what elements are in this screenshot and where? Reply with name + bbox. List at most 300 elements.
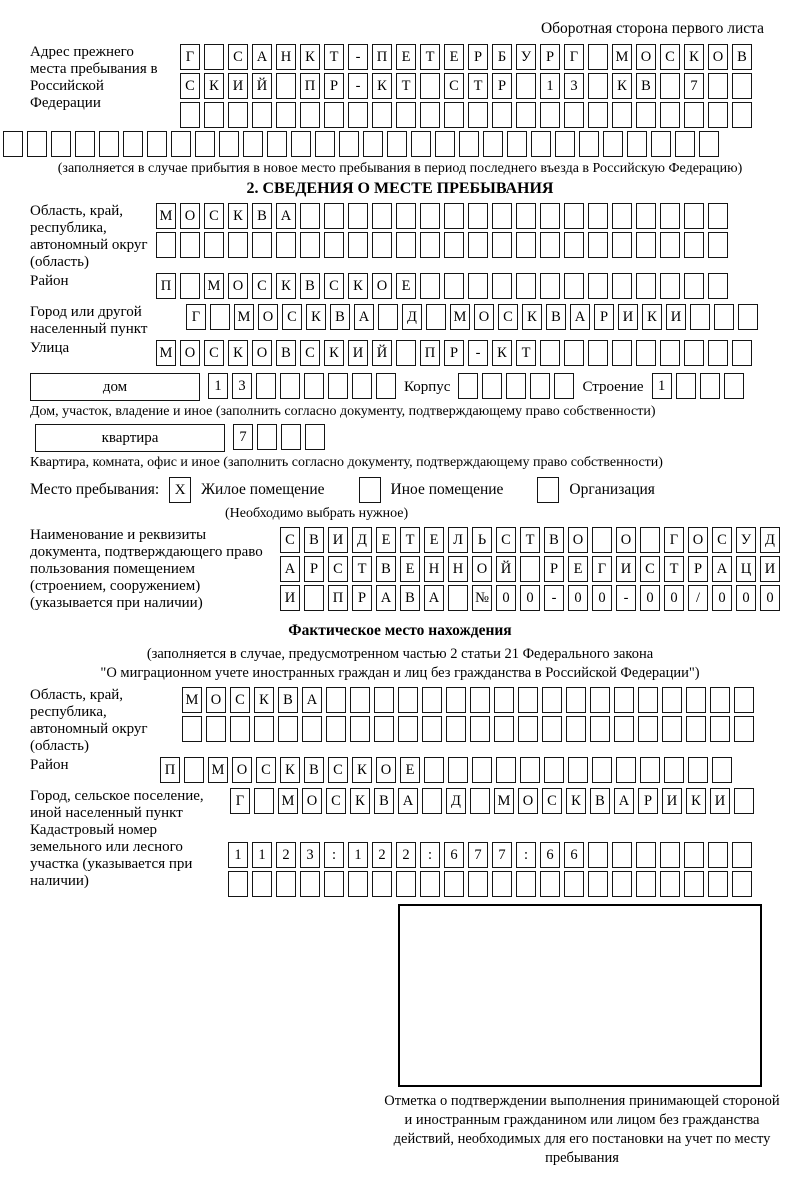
char-box[interactable]: Й bbox=[252, 73, 272, 99]
char-box[interactable]: Е bbox=[396, 273, 416, 299]
char-box[interactable]: В bbox=[278, 687, 298, 713]
char-box[interactable] bbox=[276, 232, 296, 258]
char-box[interactable] bbox=[350, 687, 370, 713]
char-box[interactable]: Р bbox=[492, 73, 512, 99]
char-box[interactable] bbox=[75, 131, 95, 157]
char-box[interactable]: С bbox=[496, 527, 516, 553]
char-box[interactable]: Е bbox=[444, 44, 464, 70]
char-box[interactable]: В bbox=[276, 340, 296, 366]
char-box[interactable] bbox=[531, 131, 551, 157]
char-box[interactable]: К bbox=[204, 73, 224, 99]
char-box[interactable]: В bbox=[300, 273, 320, 299]
char-box[interactable] bbox=[348, 203, 368, 229]
char-box[interactable] bbox=[675, 131, 695, 157]
char-box[interactable]: А bbox=[354, 304, 374, 330]
char-box[interactable] bbox=[243, 131, 263, 157]
char-box[interactable] bbox=[516, 73, 536, 99]
char-box[interactable] bbox=[496, 757, 516, 783]
char-box[interactable]: П bbox=[328, 585, 348, 611]
char-box[interactable] bbox=[612, 102, 632, 128]
char-box[interactable] bbox=[710, 687, 730, 713]
char-box[interactable]: В bbox=[330, 304, 350, 330]
char-box[interactable]: Е bbox=[400, 556, 420, 582]
char-box[interactable]: А bbox=[376, 585, 396, 611]
char-box[interactable]: М bbox=[182, 687, 202, 713]
char-box[interactable] bbox=[592, 527, 612, 553]
char-box[interactable]: 0 bbox=[736, 585, 756, 611]
char-box[interactable]: К bbox=[686, 788, 706, 814]
char-box[interactable]: Й bbox=[496, 556, 516, 582]
char-box[interactable]: 3 bbox=[232, 373, 252, 399]
char-box[interactable] bbox=[468, 203, 488, 229]
char-box[interactable] bbox=[254, 788, 274, 814]
char-box[interactable]: П bbox=[160, 757, 180, 783]
char-box[interactable] bbox=[588, 73, 608, 99]
char-box[interactable] bbox=[3, 131, 23, 157]
char-box[interactable]: С bbox=[204, 340, 224, 366]
char-box[interactable] bbox=[219, 131, 239, 157]
char-box[interactable] bbox=[732, 73, 752, 99]
char-box[interactable]: К bbox=[276, 273, 296, 299]
char-box[interactable] bbox=[684, 203, 704, 229]
char-box[interactable]: 0 bbox=[496, 585, 516, 611]
char-box[interactable] bbox=[470, 687, 490, 713]
char-box[interactable] bbox=[99, 131, 119, 157]
char-box[interactable]: С bbox=[498, 304, 518, 330]
char-box[interactable] bbox=[518, 716, 538, 742]
char-box[interactable] bbox=[448, 585, 468, 611]
char-box[interactable]: О bbox=[472, 556, 492, 582]
char-box[interactable]: 1 bbox=[348, 842, 368, 868]
char-box[interactable] bbox=[732, 871, 752, 897]
char-box[interactable] bbox=[616, 757, 636, 783]
char-box[interactable] bbox=[686, 716, 706, 742]
char-box[interactable] bbox=[278, 716, 298, 742]
char-box[interactable]: Е bbox=[424, 527, 444, 553]
char-box[interactable] bbox=[422, 687, 442, 713]
char-box[interactable]: А bbox=[614, 788, 634, 814]
char-box[interactable]: О bbox=[636, 44, 656, 70]
char-box[interactable] bbox=[612, 273, 632, 299]
char-box[interactable] bbox=[147, 131, 167, 157]
char-box[interactable]: 1 bbox=[208, 373, 228, 399]
char-box[interactable] bbox=[281, 424, 301, 450]
char-box[interactable]: 0 bbox=[712, 585, 732, 611]
char-box[interactable] bbox=[588, 232, 608, 258]
char-box[interactable] bbox=[182, 716, 202, 742]
char-box[interactable] bbox=[734, 716, 754, 742]
char-box[interactable]: Г bbox=[592, 556, 612, 582]
char-box[interactable] bbox=[614, 716, 634, 742]
char-box[interactable] bbox=[520, 757, 540, 783]
char-box[interactable]: О bbox=[518, 788, 538, 814]
char-box[interactable] bbox=[420, 871, 440, 897]
char-box[interactable] bbox=[444, 102, 464, 128]
char-box[interactable] bbox=[315, 131, 335, 157]
char-box[interactable] bbox=[660, 73, 680, 99]
char-box[interactable] bbox=[588, 871, 608, 897]
char-box[interactable] bbox=[276, 102, 296, 128]
char-box[interactable]: Д bbox=[760, 527, 780, 553]
char-box[interactable] bbox=[470, 788, 490, 814]
char-box[interactable]: О bbox=[688, 527, 708, 553]
char-box[interactable] bbox=[564, 273, 584, 299]
char-box[interactable]: У bbox=[736, 527, 756, 553]
char-box[interactable] bbox=[180, 232, 200, 258]
char-box[interactable] bbox=[684, 340, 704, 366]
char-box[interactable]: О bbox=[206, 687, 226, 713]
char-box[interactable] bbox=[280, 373, 300, 399]
char-box[interactable]: 6 bbox=[540, 842, 560, 868]
char-box[interactable] bbox=[542, 687, 562, 713]
char-box[interactable]: С bbox=[280, 527, 300, 553]
char-box[interactable] bbox=[420, 273, 440, 299]
char-box[interactable]: Е bbox=[396, 44, 416, 70]
char-box[interactable] bbox=[708, 842, 728, 868]
char-box[interactable]: 0 bbox=[640, 585, 660, 611]
char-box[interactable] bbox=[708, 73, 728, 99]
char-box[interactable] bbox=[300, 102, 320, 128]
char-box[interactable]: М bbox=[612, 44, 632, 70]
char-box[interactable] bbox=[660, 232, 680, 258]
char-box[interactable]: И bbox=[618, 304, 638, 330]
char-box[interactable] bbox=[350, 716, 370, 742]
char-box[interactable] bbox=[660, 871, 680, 897]
char-box[interactable]: С bbox=[204, 203, 224, 229]
char-box[interactable]: С bbox=[252, 273, 272, 299]
char-box[interactable] bbox=[660, 340, 680, 366]
char-box[interactable]: К bbox=[228, 203, 248, 229]
char-box[interactable]: Е bbox=[400, 757, 420, 783]
char-box[interactable]: Г bbox=[186, 304, 206, 330]
char-box[interactable] bbox=[636, 871, 656, 897]
char-box[interactable]: И bbox=[228, 73, 248, 99]
char-box[interactable]: Е bbox=[568, 556, 588, 582]
char-box[interactable]: О bbox=[258, 304, 278, 330]
char-box[interactable] bbox=[540, 102, 560, 128]
char-box[interactable] bbox=[363, 131, 383, 157]
char-box[interactable]: 3 bbox=[564, 73, 584, 99]
char-box[interactable]: М bbox=[204, 273, 224, 299]
char-box[interactable]: А bbox=[252, 44, 272, 70]
char-box[interactable] bbox=[699, 131, 719, 157]
char-box[interactable] bbox=[184, 757, 204, 783]
char-box[interactable] bbox=[640, 757, 660, 783]
char-box[interactable] bbox=[420, 73, 440, 99]
char-box[interactable] bbox=[651, 131, 671, 157]
char-box[interactable] bbox=[554, 373, 574, 399]
char-box[interactable]: : bbox=[420, 842, 440, 868]
char-box[interactable]: Т bbox=[400, 527, 420, 553]
char-box[interactable]: 2 bbox=[276, 842, 296, 868]
char-box[interactable] bbox=[662, 687, 682, 713]
char-box[interactable] bbox=[398, 687, 418, 713]
char-box[interactable] bbox=[492, 273, 512, 299]
char-box[interactable]: П bbox=[420, 340, 440, 366]
char-box[interactable] bbox=[636, 232, 656, 258]
char-box[interactable]: С bbox=[324, 273, 344, 299]
char-box[interactable]: Р bbox=[688, 556, 708, 582]
char-box[interactable]: М bbox=[208, 757, 228, 783]
char-box[interactable]: 1 bbox=[228, 842, 248, 868]
char-box[interactable] bbox=[180, 273, 200, 299]
char-box[interactable] bbox=[257, 424, 277, 450]
char-box[interactable]: К bbox=[522, 304, 542, 330]
char-box[interactable] bbox=[324, 232, 344, 258]
char-box[interactable] bbox=[700, 373, 720, 399]
char-box[interactable] bbox=[724, 373, 744, 399]
char-box[interactable] bbox=[588, 842, 608, 868]
char-box[interactable] bbox=[444, 232, 464, 258]
char-box[interactable] bbox=[446, 687, 466, 713]
char-box[interactable] bbox=[684, 232, 704, 258]
char-box[interactable] bbox=[516, 232, 536, 258]
char-box[interactable]: - bbox=[616, 585, 636, 611]
char-box[interactable]: 7 bbox=[684, 73, 704, 99]
char-box[interactable]: С bbox=[300, 340, 320, 366]
char-box[interactable] bbox=[267, 131, 287, 157]
char-box[interactable]: В bbox=[304, 527, 324, 553]
char-box[interactable]: К bbox=[492, 340, 512, 366]
char-box[interactable] bbox=[470, 716, 490, 742]
char-box[interactable] bbox=[636, 842, 656, 868]
char-box[interactable]: С bbox=[230, 687, 250, 713]
char-box[interactable]: В bbox=[544, 527, 564, 553]
char-box[interactable] bbox=[468, 871, 488, 897]
char-box[interactable]: С bbox=[228, 44, 248, 70]
char-box[interactable] bbox=[507, 131, 527, 157]
char-box[interactable] bbox=[398, 716, 418, 742]
char-box[interactable]: К bbox=[300, 44, 320, 70]
char-box[interactable]: О bbox=[302, 788, 322, 814]
char-box[interactable] bbox=[640, 527, 660, 553]
char-box[interactable] bbox=[732, 340, 752, 366]
char-box[interactable]: К bbox=[228, 340, 248, 366]
char-box[interactable] bbox=[520, 556, 540, 582]
char-box[interactable]: О bbox=[232, 757, 252, 783]
char-box[interactable] bbox=[300, 871, 320, 897]
char-box[interactable] bbox=[252, 232, 272, 258]
char-box[interactable]: Д bbox=[402, 304, 422, 330]
char-box[interactable]: : bbox=[324, 842, 344, 868]
char-box[interactable]: Ц bbox=[736, 556, 756, 582]
char-box[interactable] bbox=[676, 373, 696, 399]
char-box[interactable] bbox=[708, 102, 728, 128]
char-box[interactable]: О bbox=[372, 273, 392, 299]
char-box[interactable]: 0 bbox=[664, 585, 684, 611]
char-box[interactable] bbox=[612, 871, 632, 897]
char-box[interactable]: Р bbox=[304, 556, 324, 582]
char-box[interactable]: И bbox=[760, 556, 780, 582]
char-box[interactable] bbox=[374, 687, 394, 713]
char-box[interactable] bbox=[180, 102, 200, 128]
char-box[interactable] bbox=[123, 131, 143, 157]
char-box[interactable] bbox=[638, 716, 658, 742]
char-box[interactable] bbox=[228, 232, 248, 258]
char-box[interactable] bbox=[734, 788, 754, 814]
char-box[interactable]: Н bbox=[276, 44, 296, 70]
char-box[interactable] bbox=[540, 871, 560, 897]
char-box[interactable] bbox=[396, 102, 416, 128]
char-box[interactable] bbox=[276, 73, 296, 99]
char-box[interactable]: А bbox=[712, 556, 732, 582]
char-box[interactable]: 6 bbox=[444, 842, 464, 868]
char-box[interactable] bbox=[348, 871, 368, 897]
char-box[interactable] bbox=[324, 871, 344, 897]
char-box[interactable]: И bbox=[666, 304, 686, 330]
char-box[interactable] bbox=[506, 373, 526, 399]
char-box[interactable] bbox=[684, 102, 704, 128]
char-box[interactable] bbox=[195, 131, 215, 157]
char-box[interactable]: В bbox=[636, 73, 656, 99]
char-box[interactable] bbox=[378, 304, 398, 330]
char-box[interactable]: М bbox=[156, 340, 176, 366]
char-box[interactable]: 1 bbox=[540, 73, 560, 99]
char-box[interactable]: Т bbox=[324, 44, 344, 70]
char-box[interactable] bbox=[638, 687, 658, 713]
char-box[interactable]: И bbox=[710, 788, 730, 814]
char-box[interactable] bbox=[566, 687, 586, 713]
char-box[interactable] bbox=[468, 232, 488, 258]
char-box[interactable] bbox=[540, 340, 560, 366]
char-box[interactable]: Н bbox=[424, 556, 444, 582]
char-box[interactable] bbox=[684, 871, 704, 897]
char-box[interactable]: О bbox=[228, 273, 248, 299]
char-box[interactable] bbox=[708, 871, 728, 897]
char-box[interactable]: Р bbox=[638, 788, 658, 814]
char-box[interactable]: 7 bbox=[233, 424, 253, 450]
char-box[interactable] bbox=[614, 687, 634, 713]
char-box[interactable] bbox=[660, 102, 680, 128]
char-box[interactable]: Т bbox=[516, 340, 536, 366]
char-box[interactable] bbox=[732, 102, 752, 128]
char-box[interactable]: А bbox=[424, 585, 444, 611]
char-box[interactable]: В bbox=[304, 757, 324, 783]
char-box[interactable]: 7 bbox=[468, 842, 488, 868]
char-box[interactable]: П bbox=[300, 73, 320, 99]
char-box[interactable] bbox=[444, 273, 464, 299]
char-box[interactable]: 0 bbox=[760, 585, 780, 611]
char-box[interactable] bbox=[444, 871, 464, 897]
char-box[interactable] bbox=[516, 273, 536, 299]
char-box[interactable] bbox=[326, 716, 346, 742]
char-box[interactable] bbox=[636, 340, 656, 366]
char-box[interactable]: В bbox=[376, 556, 396, 582]
char-box[interactable]: С bbox=[712, 527, 732, 553]
char-box[interactable] bbox=[588, 44, 608, 70]
char-box[interactable]: К bbox=[352, 757, 372, 783]
char-box[interactable]: Т bbox=[420, 44, 440, 70]
char-box[interactable] bbox=[564, 340, 584, 366]
char-box[interactable] bbox=[494, 687, 514, 713]
char-box[interactable] bbox=[348, 102, 368, 128]
char-box[interactable] bbox=[352, 373, 372, 399]
char-box[interactable] bbox=[612, 232, 632, 258]
char-box[interactable] bbox=[734, 687, 754, 713]
char-box[interactable]: К bbox=[348, 273, 368, 299]
char-box[interactable]: К bbox=[254, 687, 274, 713]
char-box[interactable]: Г bbox=[664, 527, 684, 553]
char-box[interactable] bbox=[276, 871, 296, 897]
char-box[interactable] bbox=[492, 232, 512, 258]
char-box[interactable] bbox=[482, 373, 502, 399]
char-box[interactable] bbox=[555, 131, 575, 157]
char-box[interactable]: В bbox=[732, 44, 752, 70]
char-box[interactable] bbox=[662, 716, 682, 742]
char-box[interactable]: 2 bbox=[372, 842, 392, 868]
char-box[interactable] bbox=[530, 373, 550, 399]
char-box[interactable]: Д bbox=[446, 788, 466, 814]
char-box[interactable] bbox=[328, 373, 348, 399]
char-box[interactable] bbox=[714, 304, 734, 330]
char-box[interactable]: О bbox=[180, 203, 200, 229]
char-box[interactable] bbox=[420, 102, 440, 128]
char-box[interactable]: К bbox=[684, 44, 704, 70]
char-box[interactable]: 1 bbox=[252, 842, 272, 868]
char-box[interactable]: : bbox=[516, 842, 536, 868]
char-box[interactable] bbox=[492, 871, 512, 897]
char-box[interactable] bbox=[372, 102, 392, 128]
char-box[interactable] bbox=[588, 203, 608, 229]
char-box[interactable] bbox=[156, 232, 176, 258]
char-box[interactable] bbox=[627, 131, 647, 157]
char-box[interactable]: 0 bbox=[520, 585, 540, 611]
char-box[interactable] bbox=[396, 232, 416, 258]
char-box[interactable]: Р bbox=[444, 340, 464, 366]
char-box[interactable] bbox=[738, 304, 758, 330]
char-box[interactable]: Р bbox=[594, 304, 614, 330]
char-box[interactable]: № bbox=[472, 585, 492, 611]
char-box[interactable] bbox=[483, 131, 503, 157]
char-box[interactable] bbox=[708, 232, 728, 258]
char-box[interactable]: Й bbox=[372, 340, 392, 366]
char-box[interactable]: В bbox=[590, 788, 610, 814]
char-box[interactable] bbox=[444, 203, 464, 229]
char-box[interactable]: А bbox=[398, 788, 418, 814]
char-box[interactable]: У bbox=[516, 44, 536, 70]
char-box[interactable] bbox=[204, 44, 224, 70]
char-box[interactable]: К bbox=[280, 757, 300, 783]
char-box[interactable]: И bbox=[662, 788, 682, 814]
char-box[interactable]: 1 bbox=[652, 373, 672, 399]
char-box[interactable] bbox=[472, 757, 492, 783]
char-box[interactable]: А bbox=[570, 304, 590, 330]
char-box[interactable]: В bbox=[252, 203, 272, 229]
char-box[interactable] bbox=[300, 232, 320, 258]
char-box[interactable] bbox=[664, 757, 684, 783]
char-box[interactable] bbox=[540, 273, 560, 299]
char-box[interactable] bbox=[516, 203, 536, 229]
char-box[interactable]: А bbox=[302, 687, 322, 713]
char-box[interactable]: С bbox=[256, 757, 276, 783]
char-box[interactable] bbox=[516, 102, 536, 128]
char-box[interactable]: К bbox=[306, 304, 326, 330]
char-box[interactable]: / bbox=[688, 585, 708, 611]
char-box[interactable] bbox=[348, 232, 368, 258]
char-box[interactable] bbox=[326, 687, 346, 713]
char-box[interactable] bbox=[374, 716, 394, 742]
char-box[interactable]: А bbox=[276, 203, 296, 229]
char-box[interactable] bbox=[204, 232, 224, 258]
char-box[interactable] bbox=[304, 585, 324, 611]
char-box[interactable]: Е bbox=[376, 527, 396, 553]
char-box[interactable]: М bbox=[278, 788, 298, 814]
char-box[interactable]: Р bbox=[540, 44, 560, 70]
char-box[interactable]: П bbox=[156, 273, 176, 299]
char-box[interactable] bbox=[603, 131, 623, 157]
char-box[interactable]: О bbox=[474, 304, 494, 330]
char-box[interactable]: М bbox=[494, 788, 514, 814]
